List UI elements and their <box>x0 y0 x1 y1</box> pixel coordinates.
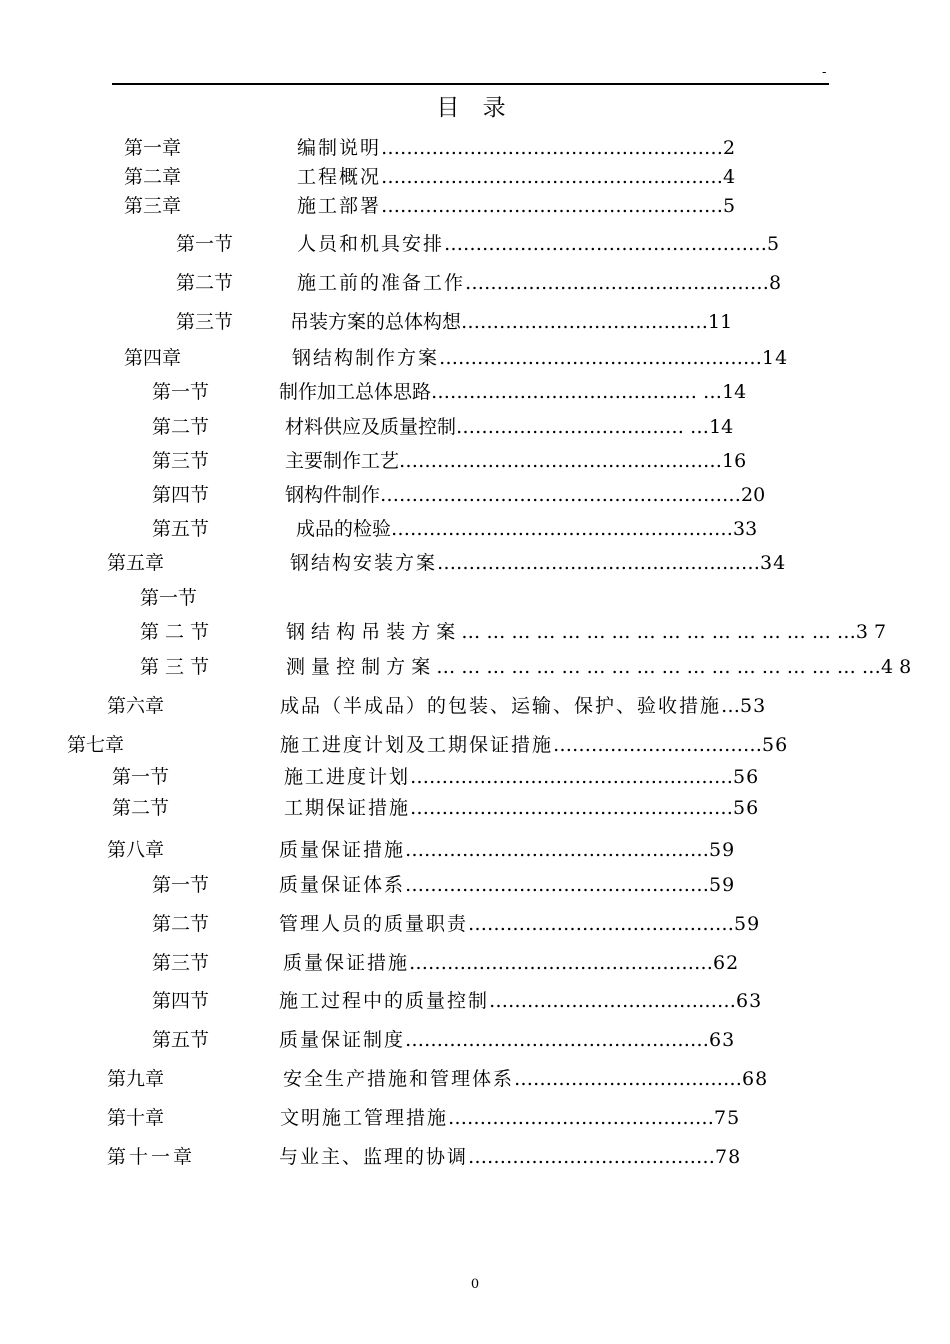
toc-title: 目 录 <box>436 95 514 121</box>
toc-entry-label: 第一节 <box>112 766 170 788</box>
toc-entry-label: 第二节 <box>152 416 210 438</box>
toc-entry-text: 施工部署………………………………………………5 <box>297 195 737 217</box>
toc-entry-label: 第十章 <box>107 1107 165 1129</box>
toc-entry-text: 施工进度计划……………………………………………56 <box>284 766 760 788</box>
toc-entry-label: 第九章 <box>107 1068 165 1090</box>
toc-entry-label: 第四章 <box>124 347 182 369</box>
toc-entry-text: 钢 结 构 吊 装 方 案 … … … … … … … … … … … … … … … …3 7 <box>286 621 887 643</box>
toc-entry-label: 第五章 <box>107 552 165 574</box>
toc-entry-text: 吊装方案的总体构想…………………………………11 <box>290 311 733 333</box>
header-mark: - <box>822 65 827 80</box>
toc-entry-text: 工程概况………………………………………………4 <box>297 166 737 188</box>
toc-entry-text: 质量保证制度…………………………………………63 <box>279 1029 736 1051</box>
toc-entry-label: 第一节 <box>152 874 210 896</box>
toc-entry-label: 第三节 <box>152 450 210 472</box>
toc-entry-text: 成品的检验………………………………………………33 <box>296 518 758 540</box>
toc-entry-text: 制作加工总体思路…………………………………… …14 <box>279 381 747 403</box>
toc-entry-label: 第八章 <box>107 839 165 861</box>
toc-entry-label: 第三章 <box>124 195 182 217</box>
toc-entry-text: 主要制作工艺……………………………………………16 <box>285 450 747 472</box>
toc-entry-text: 文明施工管理措施……………………………………75 <box>280 1107 741 1129</box>
toc-entry-label: 第一节 <box>152 381 210 403</box>
toc-entry-text: 施工前的准备工作…………………………………………8 <box>297 272 783 294</box>
toc-entry-label: 第三节 <box>176 311 234 333</box>
toc-entry-text: 与业主、监理的协调…………………………………78 <box>279 1146 742 1168</box>
toc-entry-label: 第一节 <box>140 587 198 609</box>
page-number: 0 <box>470 1277 480 1292</box>
toc-entry-text: 施工过程中的质量控制…………………………………63 <box>279 990 763 1012</box>
toc-entry-label: 第十一章 <box>107 1146 196 1168</box>
toc-entry-text: 钢结构制作方案……………………………………………14 <box>292 347 789 369</box>
toc-entry-label: 第二章 <box>124 166 182 188</box>
toc-entry-label: 第七章 <box>67 734 125 756</box>
toc-entry-text: 施工进度计划及工期保证措施……………………………56 <box>280 734 789 756</box>
toc-entry-text: 质量保证措施…………………………………………62 <box>283 952 740 974</box>
toc-entry-label: 第 三 节 <box>140 656 210 678</box>
toc-entry-label: 第四节 <box>152 484 210 506</box>
toc-entry-label: 第六章 <box>107 695 165 717</box>
toc-entry-label: 第四节 <box>152 990 210 1012</box>
toc-entry-text: 钢结构安装方案……………………………………………34 <box>290 552 787 574</box>
toc-entry-label: 第 二 节 <box>140 621 210 643</box>
toc-entry-text: 安全生产措施和管理体系………………………………68 <box>283 1068 769 1090</box>
toc-entry-label: 第二节 <box>152 913 210 935</box>
toc-entry-text: 质量保证措施…………………………………………59 <box>279 839 736 861</box>
toc-entry-label: 第一章 <box>124 137 182 159</box>
toc-entry-label: 第一节 <box>176 233 234 255</box>
toc-entry-label: 第二节 <box>112 797 170 819</box>
toc-entry-text: 质量保证体系…………………………………………59 <box>279 874 736 896</box>
toc-entry-text: 钢构件制作…………………………………………………20 <box>285 484 766 506</box>
toc-entry-text: 管理人员的质量职责……………………………………59 <box>279 913 761 935</box>
toc-entry-text: 人员和机具安排……………………………………………5 <box>297 233 781 255</box>
toc-entry-label: 第二节 <box>176 272 234 294</box>
toc-entry-label: 第五节 <box>152 518 210 540</box>
header-rule <box>112 83 829 85</box>
toc-entry-label: 第三节 <box>152 952 210 974</box>
toc-entry-text: 材料供应及质量控制……………………………… …14 <box>285 416 734 438</box>
toc-entry-text: 测 量 控 制 方 案 … … … … … … … … … … … … … … … … … …4 8 <box>286 656 912 678</box>
toc-entry-text: 成品（半成品）的包装、运输、保护、验收措施…53 <box>280 695 767 717</box>
toc-entry-label: 第五节 <box>152 1029 210 1051</box>
toc-entry-text: 编制说明………………………………………………2 <box>297 137 737 159</box>
toc-entry-text: 工期保证措施……………………………………………56 <box>284 797 760 819</box>
